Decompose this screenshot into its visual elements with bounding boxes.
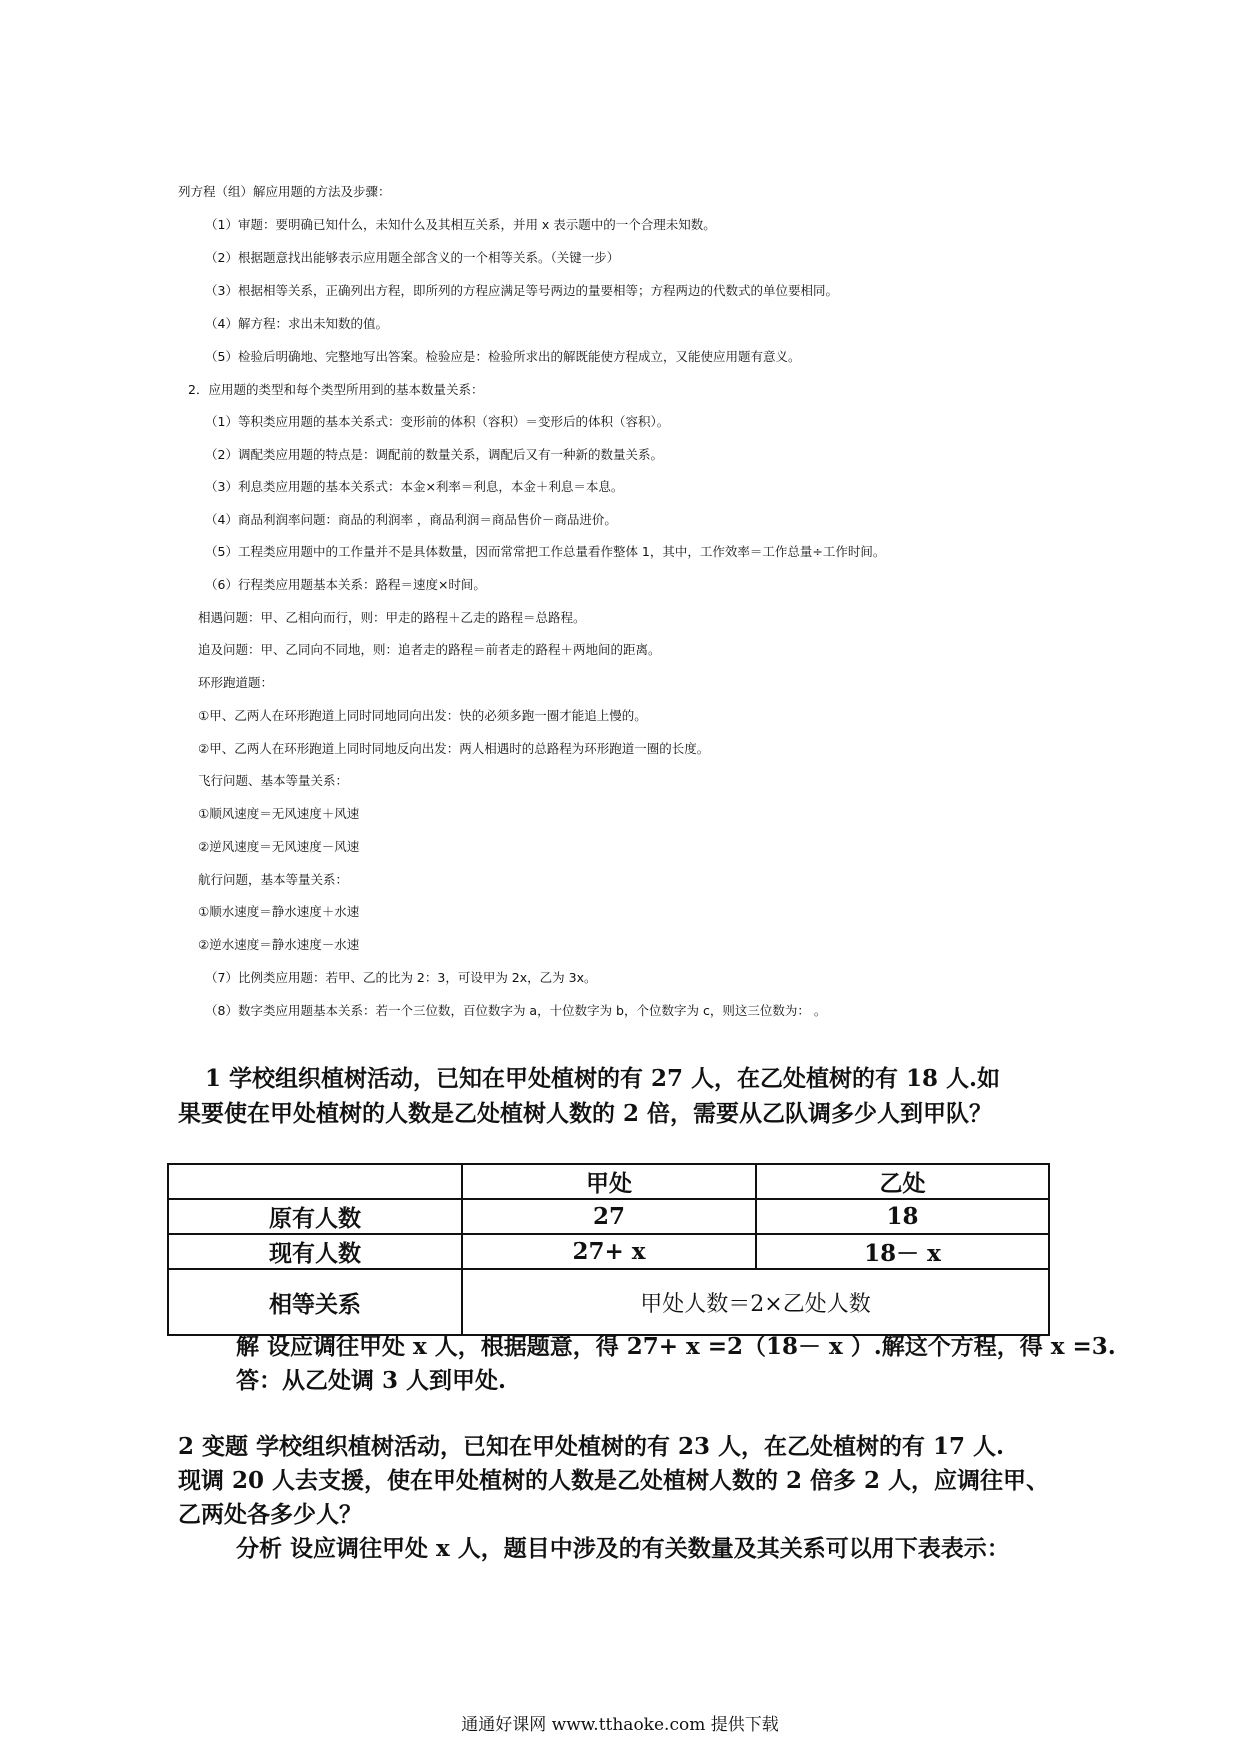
type-item: （2）调配类应用题的特点是：调配前的数量关系，调配后又有一种新的数量关系。 <box>205 447 663 462</box>
travel-line: ②逆水速度＝静水速度－水速 <box>198 937 360 952</box>
type-item: （3）利息类应用题的基本关系式：本金×利率＝利息，本金＋利息＝本息。 <box>205 479 624 494</box>
type-item: （7）比例类应用题：若甲、乙的比为 2：3，可设甲为 2x，乙为 3x。 <box>205 970 597 985</box>
table-header-a: 甲处 <box>462 1164 756 1199</box>
method-step: （4）解方程：求出未知数的值。 <box>205 316 388 331</box>
problem1-solution: 解 设应调往甲处 x 人，根据题意，得 27+ x =2（18－ x ）.解这个方程，得 x =3. <box>236 1333 1116 1360</box>
methods-title: 列方程（组）解应用题的方法及步骤： <box>178 184 391 199</box>
type-item: （1）等积类应用题的基本关系式：变形前的体积（容积）＝变形后的体积（容积）。 <box>205 414 670 429</box>
types-title: 2．应用题的类型和每个类型所用到的基本数量关系： <box>188 382 484 397</box>
type-item: （6）行程类应用题基本关系：路程＝速度×时间。 <box>205 577 486 592</box>
problem1-answer: 答：从乙处调 3 人到甲处. <box>236 1367 507 1394</box>
travel-line: 环形跑道题： <box>198 675 274 690</box>
type-item: （4）商品利润率问题：商品的利润率 ，商品利润＝商品售价－商品进价。 <box>205 512 617 527</box>
equality-relation: 甲处人数＝2×乙处人数 <box>462 1269 1049 1335</box>
table-cell: 18－ x <box>756 1234 1049 1269</box>
problem1-line: 1 学校组织植树活动，已知在甲处植树的有 27 人，在乙处植树的有 18 人.如 <box>205 1065 1001 1092</box>
travel-line: 相遇问题：甲、乙相向而行，则：甲走的路程＋乙走的路程＝总路程。 <box>198 610 586 625</box>
travel-line: 航行问题，基本等量关系： <box>198 872 349 887</box>
travel-line: ②逆风速度＝无风速度－风速 <box>198 839 360 854</box>
problem1-table <box>167 1163 1050 1336</box>
table-row-label: 相等关系 <box>168 1269 462 1335</box>
travel-line: ①甲、乙两人在环形跑道上同时同地同向出发：快的必须多跑一圈才能追上慢的。 <box>198 708 647 723</box>
table-corner-cell <box>168 1164 462 1199</box>
method-step: （5）检验后明确地、完整地写出答案。检验应是：检验所求出的解既能使方程成立，又能使应用题有意义。 <box>205 349 801 364</box>
type-item: （8）数字类应用题基本关系：若一个三位数，百位数字为 a，十位数字为 b，个位数字为 c，则这三位数为： 。 <box>205 1003 827 1018</box>
table-row-label: 现有人数 <box>168 1234 462 1269</box>
travel-line: 飞行问题、基本等量关系： <box>198 773 349 788</box>
table-row-label: 原有人数 <box>168 1199 462 1234</box>
page-footer: 通通好课网 www.tthaoke.com 提供下载 <box>461 1715 779 1735</box>
problem2-line: 现调 20 人去支援，使在甲处植树的人数是乙处植树人数的 2 倍多 2 人，应调往甲、 <box>178 1467 1050 1494</box>
travel-line: ①顺水速度＝静水速度＋水速 <box>198 904 360 919</box>
table-cell: 27 <box>462 1199 756 1234</box>
type-item: （5）工程类应用题中的工作量并不是具体数量，因而常常把工作总量看作整体 1，其中，工作效率＝工作总量÷工作时间。 <box>205 544 886 559</box>
table-cell: 27+ x <box>462 1234 756 1269</box>
travel-line: ②甲、乙两人在环形跑道上同时同地反向出发：两人相遇时的总路程为环形跑道一圈的长度。 <box>198 741 710 756</box>
travel-line: 追及问题：甲、乙同向不同地，则：追者走的路程＝前者走的路程＋两地间的距离。 <box>198 642 661 657</box>
problem2-analysis: 分析 设应调往甲处 x 人，题目中涉及的有关数量及其关系可以用下表表示： <box>236 1535 1010 1562</box>
problem2-line: 2 变题 学校组织植树活动，已知在甲处植树的有 23 人，在乙处植树的有 17 人. <box>178 1433 1005 1460</box>
table-header-b: 乙处 <box>756 1164 1049 1199</box>
method-step: （3）根据相等关系，正确列出方程，即所列的方程应满足等号两边的量要相等；方程两边的代数式的单位要相同。 <box>205 283 838 298</box>
method-step: （1）审题：要明确已知什么，未知什么及其相互关系，并用 x 表示题中的一个合理未知数。 <box>205 217 716 232</box>
problem2-line: 乙两处各多少人？ <box>178 1501 362 1528</box>
travel-line: ①顺风速度＝无风速度＋风速 <box>198 806 360 821</box>
table-cell: 18 <box>756 1199 1049 1234</box>
method-step: （2）根据题意找出能够表示应用题全部含义的一个相等关系。（关键一步） <box>205 250 620 265</box>
problem1-line: 果要使在甲处植树的人数是乙处植树人数的 2 倍，需要从乙队调多少人到甲队？ <box>178 1100 993 1127</box>
